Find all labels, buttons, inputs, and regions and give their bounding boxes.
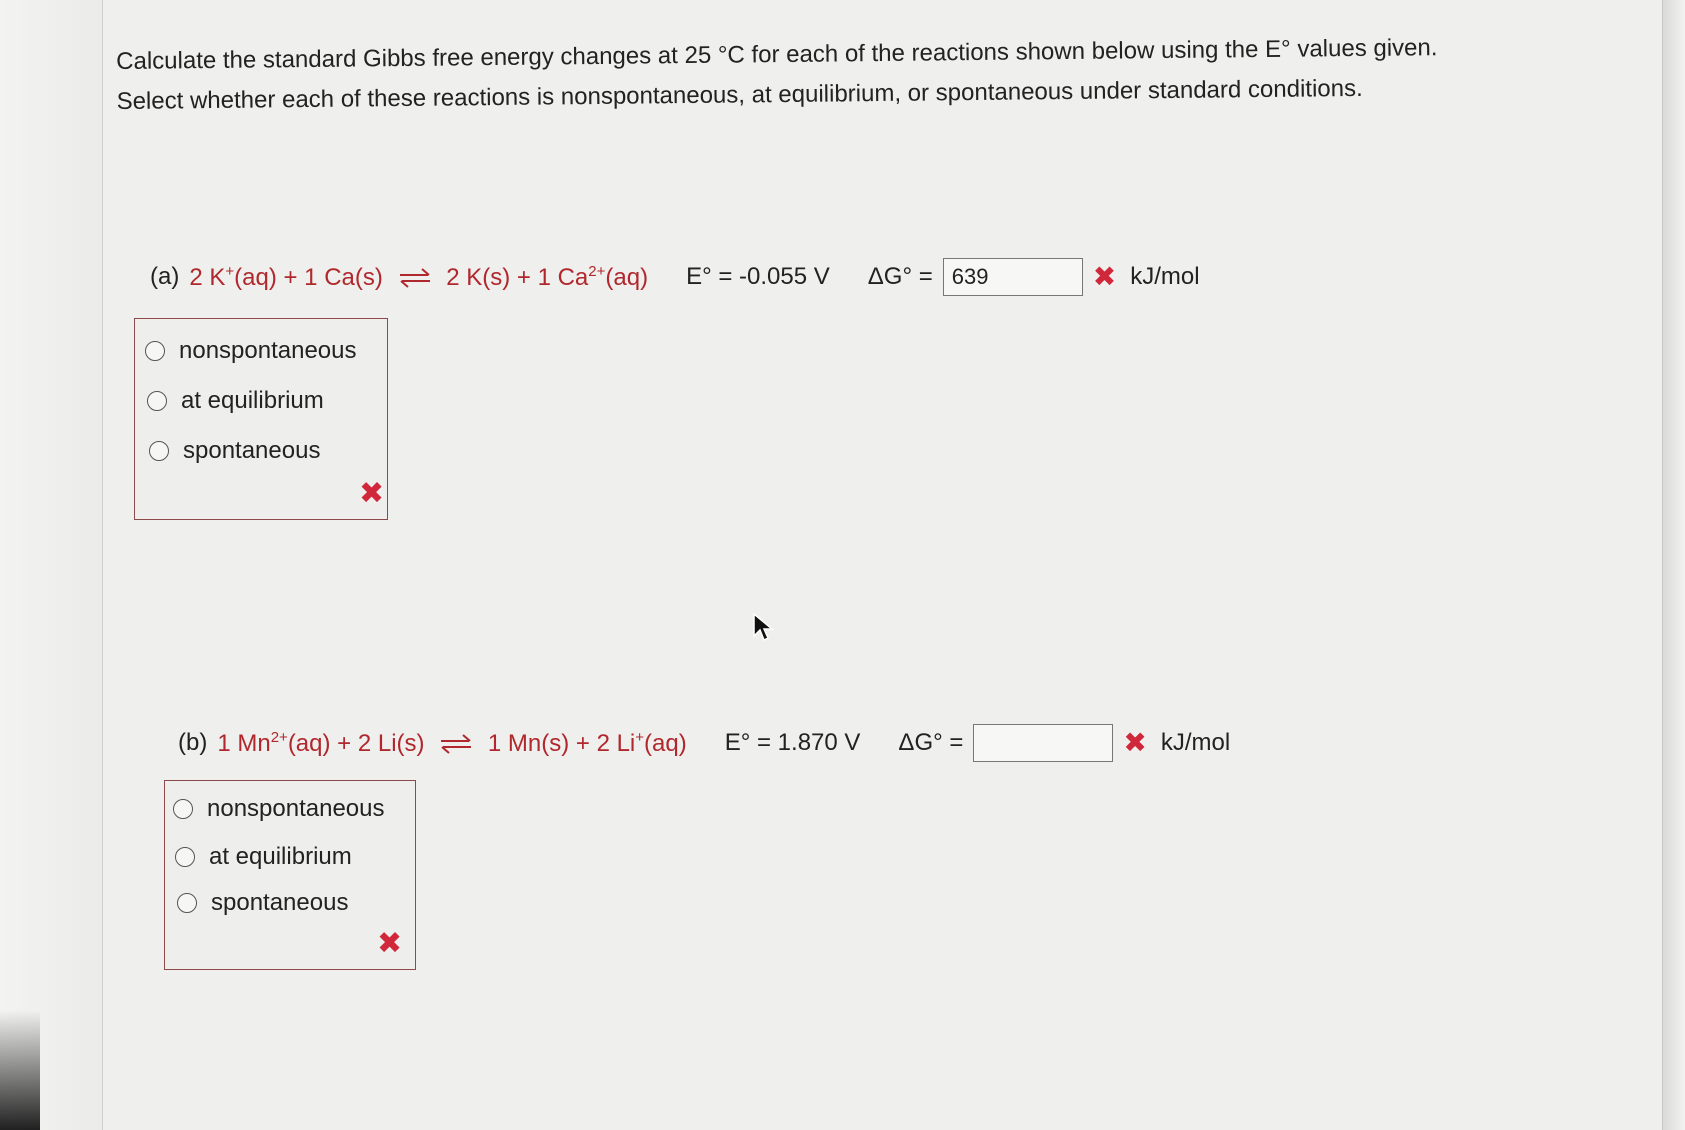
radio-button[interactable] [149, 441, 169, 461]
choices-box-b [164, 780, 416, 970]
reaction-a-rhs-rest: (aq) [605, 263, 649, 291]
reaction-a-e0: E° = -0.055 V [686, 263, 830, 290]
left-margin [0, 0, 102, 1130]
incorrect-icon: ✖ [377, 927, 403, 960]
option-label: at equilibrium [181, 387, 324, 414]
option-label: at equilibrium [209, 843, 352, 870]
unit-label-b: kJ/mol [1160, 729, 1231, 756]
question-prompt [116, 26, 1637, 122]
choices-box-a [134, 318, 388, 520]
mouse-pointer-icon [752, 612, 774, 642]
radio-button[interactable] [177, 893, 197, 913]
reaction-b-equation [217, 729, 686, 758]
option-label: nonspontaneous [179, 337, 357, 364]
reaction-b-rhs: 1 Mn(s) + 2 Li [487, 729, 636, 757]
reaction-a-rhs: 2 K(s) + 1 Ca [446, 263, 589, 291]
equilibrium-arrows-icon [398, 267, 432, 289]
screen-bezel [0, 1010, 40, 1130]
option-label: nonspontaneous [207, 795, 385, 822]
reaction-b-lhs: 1 Mn [217, 729, 271, 757]
reaction-b-rhs-rest: (aq) [644, 729, 687, 757]
incorrect-icon: ✖ [359, 477, 385, 510]
option-spontaneous-b[interactable] [177, 889, 348, 917]
reaction-a-lhs-rest: (aq) + 1 Ca(s) [234, 263, 383, 291]
reaction-b-lhs-rest: (aq) + 2 Li(s) [287, 729, 425, 757]
incorrect-icon: ✖ [1123, 727, 1147, 758]
dg-input-a[interactable] [943, 258, 1083, 296]
option-equilibrium-b[interactable] [175, 843, 352, 871]
reaction-b [178, 724, 1230, 762]
prompt-line-1: Calculate the standard Gibbs free energy changes at 25 °C for each of the reactions shown below using the E° values given. [116, 34, 1438, 75]
radio-button[interactable] [173, 799, 193, 819]
reaction-a-equation [189, 263, 648, 292]
radio-button[interactable] [145, 341, 165, 361]
reaction-b-lhs-charge: 2+ [270, 728, 288, 746]
equilibrium-arrows-icon [439, 733, 473, 755]
prompt-line-2: Select whether each of these reactions is nonspontaneous, at equilibrium, or spontaneous under standard conditions. [116, 74, 1363, 115]
reaction-a [150, 258, 1200, 296]
incorrect-icon: ✖ [1092, 261, 1117, 292]
option-nonspontaneous-a[interactable] [145, 337, 357, 365]
radio-button[interactable] [147, 391, 167, 411]
option-label: spontaneous [211, 889, 349, 916]
option-equilibrium-a[interactable] [147, 387, 324, 415]
option-spontaneous-a[interactable] [149, 437, 320, 465]
dg-input-b[interactable] [973, 724, 1113, 762]
option-label: spontaneous [183, 437, 321, 464]
reaction-b-rhs-charge: + [635, 728, 645, 746]
part-a-label: (a) [150, 263, 180, 290]
reaction-a-lhs: 2 K [189, 263, 226, 291]
reaction-a-lhs-charge: + [225, 262, 235, 280]
reaction-b-e0: E° = 1.870 V [724, 729, 861, 756]
unit-label-a: kJ/mol [1130, 263, 1200, 290]
part-b-label: (b) [178, 729, 208, 756]
scrollbar-edge[interactable] [1662, 0, 1685, 1130]
reaction-b-dg-label: ΔG° = [898, 729, 964, 756]
reaction-a-rhs-charge: 2+ [588, 262, 606, 280]
option-nonspontaneous-b[interactable] [173, 795, 385, 823]
reaction-a-dg-label: ΔG° = [867, 263, 933, 290]
radio-button[interactable] [175, 847, 195, 867]
